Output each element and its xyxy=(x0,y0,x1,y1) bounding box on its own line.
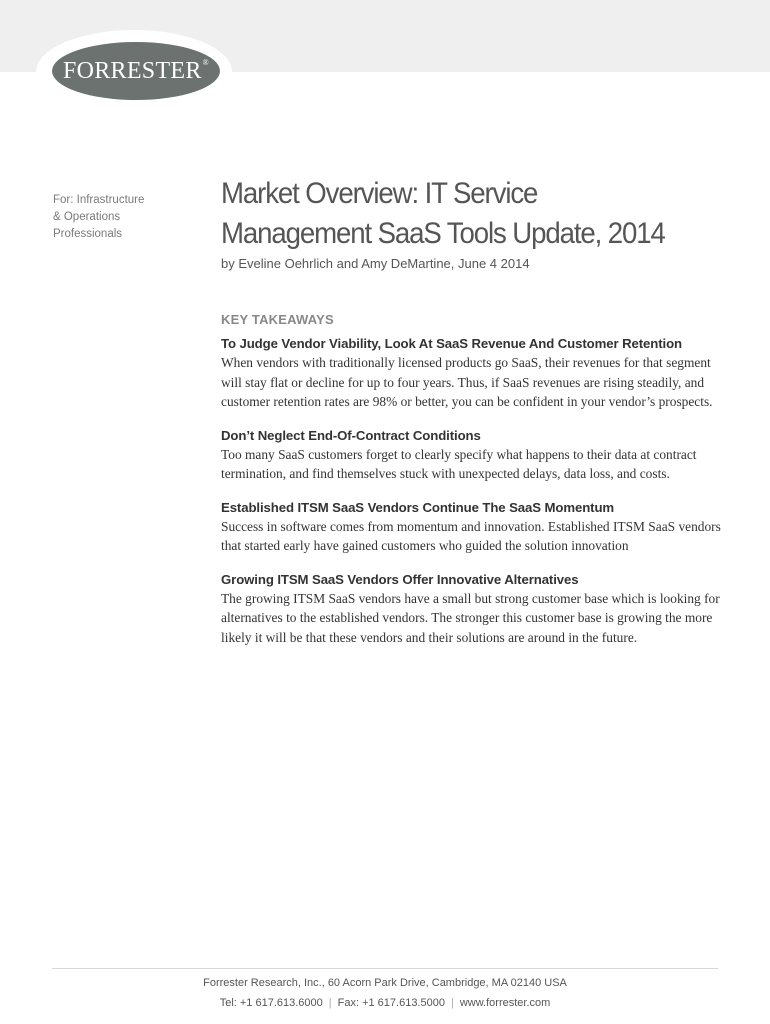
takeaway-section xyxy=(221,572,721,648)
forrester-logo xyxy=(52,42,220,100)
footer-fax: Fax: +1 617.613.5000 xyxy=(337,997,445,1009)
takeaway-heading: Growing ITSM SaaS Vendors Offer Innovative Alternatives xyxy=(221,571,579,587)
footer-separator: | xyxy=(450,997,454,1009)
takeaway-section xyxy=(221,428,721,484)
takeaway-section xyxy=(221,500,721,556)
audience-label xyxy=(53,192,173,243)
takeaway-body: Too many SaaS customers forget to clearly specify what happens to their data at contract termination, and find themselves stuck with unexpected delays, data loss, and costs. xyxy=(221,446,697,481)
footer-address: Forrester Research, Inc., 60 Acorn Park Drive, Cambridge, MA 02140 USA xyxy=(203,977,567,989)
title-line: Management SaaS Tools Update, 2014 xyxy=(221,217,665,250)
document-title xyxy=(221,174,699,254)
audience-line: & Operations xyxy=(53,211,121,223)
footer-contact xyxy=(0,997,770,1009)
registered-mark: ® xyxy=(202,57,210,67)
takeaway-heading: To Judge Vendor Viability, Look At SaaS Revenue And Customer Retention xyxy=(221,336,682,351)
takeaway-body: Success in software comes from momentum and innovation. Established ITSM SaaS vendors that started early have gained customers who guided the solution innovation xyxy=(221,518,721,553)
audience-line: Professionals xyxy=(53,228,123,240)
byline: by Eveline Oehrlich and Amy DeMartine, June 4 2014 xyxy=(221,256,530,271)
takeaway-body: The growing ITSM SaaS vendors have a small but strong customer base which is looking for alternatives to the established vendors. The stronger this customer base is growing the more likely it will be that these vendors and their solutions are around in the future. xyxy=(221,590,720,645)
footer-divider xyxy=(52,968,718,969)
footer-tel: Tel: +1 617.613.6000 xyxy=(219,997,323,1009)
key-takeaways-heading: KEY TAKEAWAYS xyxy=(221,312,334,327)
footer-separator: | xyxy=(328,997,332,1009)
takeaway-section xyxy=(221,336,721,412)
audience-line: For: Infrastructure xyxy=(53,194,145,206)
footer-website-link[interactable]: www.forrester.com xyxy=(459,997,551,1009)
logo-text: FORRESTER® xyxy=(62,57,210,84)
key-takeaways xyxy=(221,312,721,663)
takeaway-heading: Established ITSM SaaS Vendors Continue The SaaS Momentum xyxy=(221,499,615,515)
takeaway-heading: Don’t Neglect End-Of-Contract Conditions xyxy=(221,427,481,443)
title-line: Market Overview: IT Service xyxy=(221,177,538,210)
takeaway-body: When vendors with traditionally licensed products go SaaS, their revenues for that segment will stay flat or decline for up to four years. Thus, if SaaS revenues are rising steadily, and customer retention rates are 98% or better, you can be confident in your vendor’s prospects. xyxy=(221,355,713,409)
